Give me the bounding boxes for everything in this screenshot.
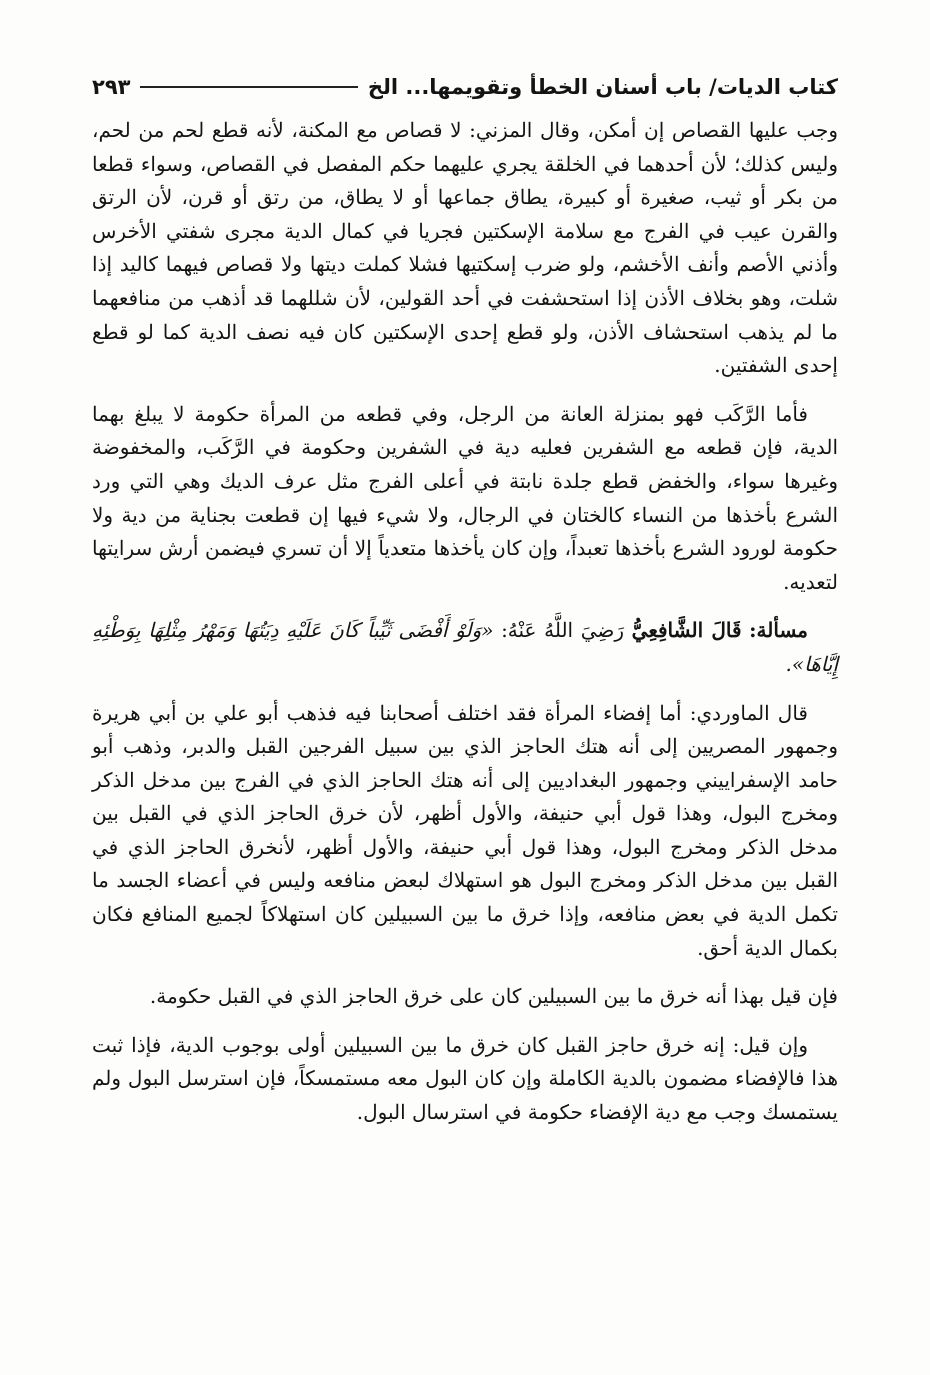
issue-label: مسألة:	[749, 618, 809, 643]
main-text	[92, 114, 838, 1145]
issue-speaker: قَالَ الشَّافِعِيُّ	[631, 618, 742, 643]
header-rule	[140, 86, 357, 88]
page-number: ٢٩٣	[92, 75, 131, 99]
running-header	[92, 70, 838, 104]
paragraph: وإن قيل: إنه خرق حاجز القبل كان خرق ما بين السبيلين أولى بوجوب الدية، فإذا ثبت هذا فالإفضاء مضمون بالدية الكاملة وإن كان البول معه مستمسكاً، فإن استرسل البول ولم يستمسك وجب مع دية الإفضاء حكومة في استرسال البول.	[92, 1032, 838, 1125]
issue-block	[92, 614, 838, 681]
issue-quote: «وَلَوْ أَفْضَى ثَيِّباً كَانَ عَلَيْهِ دِيَتُهَا وَمَهْرُ مِثْلِهَا بِوَطْئِهِ إِيَّاهَا».	[92, 618, 838, 676]
running-title: كتاب الديات/ باب أسنان الخطأ وتقويمها... الخ	[367, 75, 838, 99]
issue-honorific: رَضِيَ اللَّهُ عَنْهُ:	[501, 618, 625, 643]
paragraph: فإن قيل بهذا أنه خرق ما بين السبيلين كان على خرق الحاجز الذي في القبل حكومة.	[149, 984, 838, 1009]
paragraph: فأما الرَّكَب فهو بمنزلة العانة من الرجل، وفي قطعه من المرأة حكومة لا يبلغ بهما الدية، فإن قطعه مع الشفرين فعليه دية في الشفرين وحكومة في الرَّكَب، والمخفوضة وغيرها سواء، والخفض قطع جلدة نابتة في أعلى الفرج مثل عرف الديك وهي التي ورد الشرع بأخذها من النساء كالختان في الرجال، ولا شيء فيها إن قطعت بجناية من دية ولا حكومة لورود الشرع بأخذها تعبداً، وإن كان يأخذها متعدياً إلا أن تسري فيضمن أرش سرايتها لتعديه.	[92, 401, 838, 594]
paragraph: وجب عليها القصاص إن أمكن، وقال المزني: لا قصاص مع المكنة، لأنه قطع لحم من لحم، وليس كذلك؛ لأن أحدهما في الخلقة يجري عليهما حكم المفصل في القصاص، وسواء قطعا من بكر أو ثيب، صغيرة أو كبيرة، يطاق جماعها أو لا يطاق، من رتق أو قرن، لأن الرتق والقرن عيب في الفرج مع سلامة الإسكتين فجريا في كمال الدية مجرى شفتي الأخرس وأذني الأصم وأنف الأخشم، ولو ضرب إسكتيها فشلا كملت ديتها ولا قصاص فيهما كاليد إذا شلت، وهو بخلاف الأذن إذا استحشفت في أحد القولين، لأن شللهما قد أذهب من منافعهما ما لم يذهب استحشاف الأذن، ولو قطع إحدى الإسكتين كان فيه نصف الدية كما لو قطع إحدى الشفتين.	[92, 118, 838, 378]
paragraph: قال الماوردي: أما إفضاء المرأة فقد اختلف أصحابنا فيه فذهب أبو علي بن أبي هريرة وجمهور المصريين إلى أنه هتك الحاجز الذي بين سبيل الفرجين القبل والدبر، وذهب أبو حامد الإسفراييني وجمهور البغداديين إلى أنه هتك الحاجز الذي في الفرج بين مدخل الذكر ومخرج البول، وهذا قول أبي حنيفة، والأول أظهر، لأن خرق الحاجز الذي في القبل بين مدخل الذكر ومخرج البول، وهذا قول أبي حنيفة، والأول أظهر، لأنخرق الحاجز الذي في القبل بين مدخل الذكر ومخرج البول هو استهلاك لبعض منافعه وليس في أعضاء الجسد ما تكمل الدية في بعض منافعه، وإذا خرق ما بين السبيلين كان استهلاكاً لجميع المنافع فكان بكمال الدية أحق.	[92, 700, 838, 960]
